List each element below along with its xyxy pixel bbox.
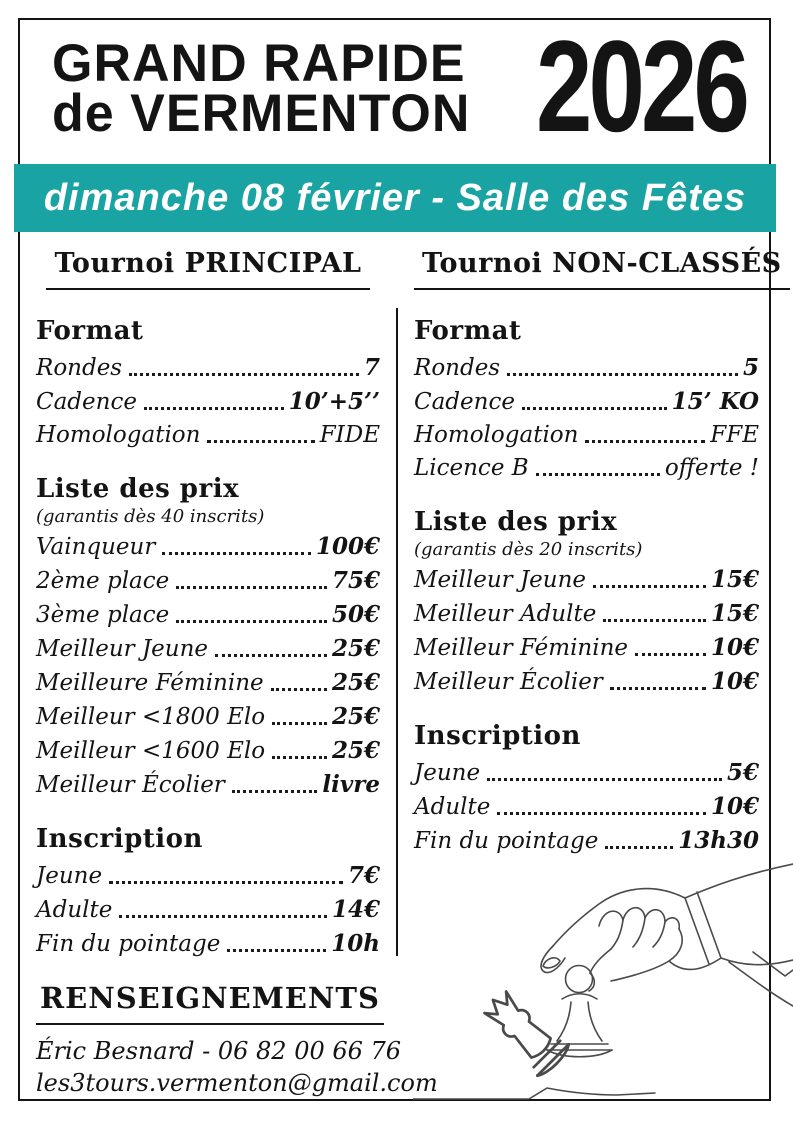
item-label: Jeune [414,760,481,786]
section-note: (garantis dès 20 inscrits) [414,539,643,560]
item-label: Meilleur Jeune [36,636,209,662]
item-label: 2ème place [36,568,170,594]
section-format-non-classes [414,316,759,485]
list-item [36,419,380,452]
item-value: FIDE [319,422,380,448]
item-value: 7€ [347,862,380,889]
dot-leader [536,473,660,476]
contact-lines [36,1035,438,1099]
item-label: Homologation [414,422,579,448]
dot-leader [603,619,706,622]
list-item [414,756,759,790]
section-title: Format [36,316,144,346]
list-item [36,700,380,734]
item-value: 25€ [331,635,380,662]
dot-leader [272,722,327,725]
section-format-principal [36,316,380,452]
item-value: 100€ [315,533,380,560]
date-location-banner: dimanche 08 février - Salle des Fêtes [14,164,776,232]
item-value: 10’+5’’ [288,388,380,415]
hand-moving-chess-piece-illustration [413,848,793,1113]
dot-leader [610,687,706,690]
item-value: 15€ [710,600,759,627]
dot-leader [109,881,343,884]
section-note: (garantis dès 40 inscrits) [36,506,265,527]
dot-leader [507,373,738,376]
item-value: 10h [331,930,380,957]
item-value: 7 [363,354,380,381]
item-label: Meilleur Adulte [414,601,597,627]
list-item [414,563,759,597]
list-item [36,927,380,961]
list-item [36,632,380,666]
section-title: Liste des prix [414,507,618,537]
item-value: 14€ [331,896,380,923]
item-value: livre [322,771,380,798]
list-item [36,598,380,632]
item-label: Meilleure Féminine [36,670,264,696]
dot-leader [271,688,327,691]
item-label: Adulte [414,794,491,820]
item-value: 50€ [331,601,380,628]
item-label: Cadence [36,389,137,415]
item-value: 5€ [726,759,759,786]
renseignements-header [36,981,380,1025]
list-item [36,351,380,385]
renseignements-block [36,981,438,1099]
dot-leader [129,373,359,376]
column-divider [396,308,398,956]
section-inscription-non-classes [414,721,759,858]
item-value: FFE [710,422,759,448]
item-value: 25€ [331,669,380,696]
item-value: 25€ [331,703,380,730]
item-label: Adulte [36,897,113,923]
list-item [36,385,380,419]
item-value: 10€ [710,793,759,820]
list-item [36,768,380,802]
item-label: Meilleur Écolier [414,669,603,695]
item-value: 25€ [331,737,380,764]
list-item [36,530,380,564]
dot-leader [272,756,327,759]
column-non-classes-title: Tournoi NON-CLASSÉS [414,248,790,290]
dot-leader [593,585,706,588]
item-label: Homologation [36,422,201,448]
item-value: 15’ KO [671,388,759,415]
item-label: Cadence [414,389,515,415]
item-label: Meilleur <1600 Elo [36,738,266,764]
list-item [414,351,759,385]
list-item [36,734,380,768]
item-value: 10€ [710,634,759,661]
item-value: 10€ [710,668,759,695]
section-prix-principal [36,474,380,802]
list-item [36,859,380,893]
item-label: Rondes [414,355,501,381]
dot-leader [176,620,327,623]
dot-leader [522,407,667,410]
dot-leader [162,552,311,555]
section-title: Inscription [414,721,581,751]
title-year: 2026 [536,13,746,159]
list-item [414,790,759,824]
column-non-classes [396,248,782,858]
section-inscription-principal [36,824,380,961]
item-value: offerte ! [664,455,759,481]
section-title: Format [414,316,522,346]
contact-name-phone: Éric Besnard - 06 82 00 66 76 [36,1037,402,1065]
item-label: Meilleur Féminine [414,635,629,661]
dot-leader [119,915,327,918]
dot-leader [585,440,705,443]
column-non-classes-header [414,248,782,290]
contact-email: les3tours.vermenton@gmail.com [36,1069,438,1097]
dot-leader [497,812,706,815]
item-label: Meilleur Jeune [414,567,587,593]
list-item [414,385,759,419]
item-value: 13h30 [678,827,759,854]
item-value: 75€ [331,567,380,594]
page-title-line1: GRAND RAPIDE [52,33,466,94]
list-item [414,419,759,452]
column-principal-header [36,248,380,290]
masthead [52,33,471,144]
dot-leader [635,653,706,656]
list-item [414,597,759,631]
renseignements-title: RENSEIGNEMENTS [36,981,384,1025]
item-label: Fin du pointage [414,828,599,854]
list-item [36,564,380,598]
item-label: 3ème place [36,602,170,628]
item-label: Meilleur Écolier [36,772,225,798]
page-title-line2: de VERMENTON [52,83,471,144]
list-item [36,893,380,927]
dot-leader [232,790,318,793]
dot-leader [487,778,722,781]
list-item [36,666,380,700]
dot-leader [215,654,327,657]
item-label: Meilleur <1800 Elo [36,704,266,730]
item-label: Fin du pointage [36,931,221,957]
column-principal [20,248,438,1099]
column-principal-title: Tournoi PRINCIPAL [46,248,369,290]
dot-leader [144,407,284,410]
list-item [414,665,759,699]
dot-leader [227,949,326,952]
section-title: Inscription [36,824,203,854]
item-label: Rondes [36,355,123,381]
item-value: 15€ [710,566,759,593]
dot-leader [176,586,327,589]
section-title: Liste des prix [36,474,240,504]
item-value: 5 [742,354,759,381]
section-prix-non-classes [414,507,759,699]
dot-leader [207,440,314,443]
item-label: Vainqueur [36,534,156,560]
item-label: Licence B [414,455,529,481]
list-item [414,631,759,665]
item-label: Jeune [36,863,103,889]
list-item [414,452,759,485]
